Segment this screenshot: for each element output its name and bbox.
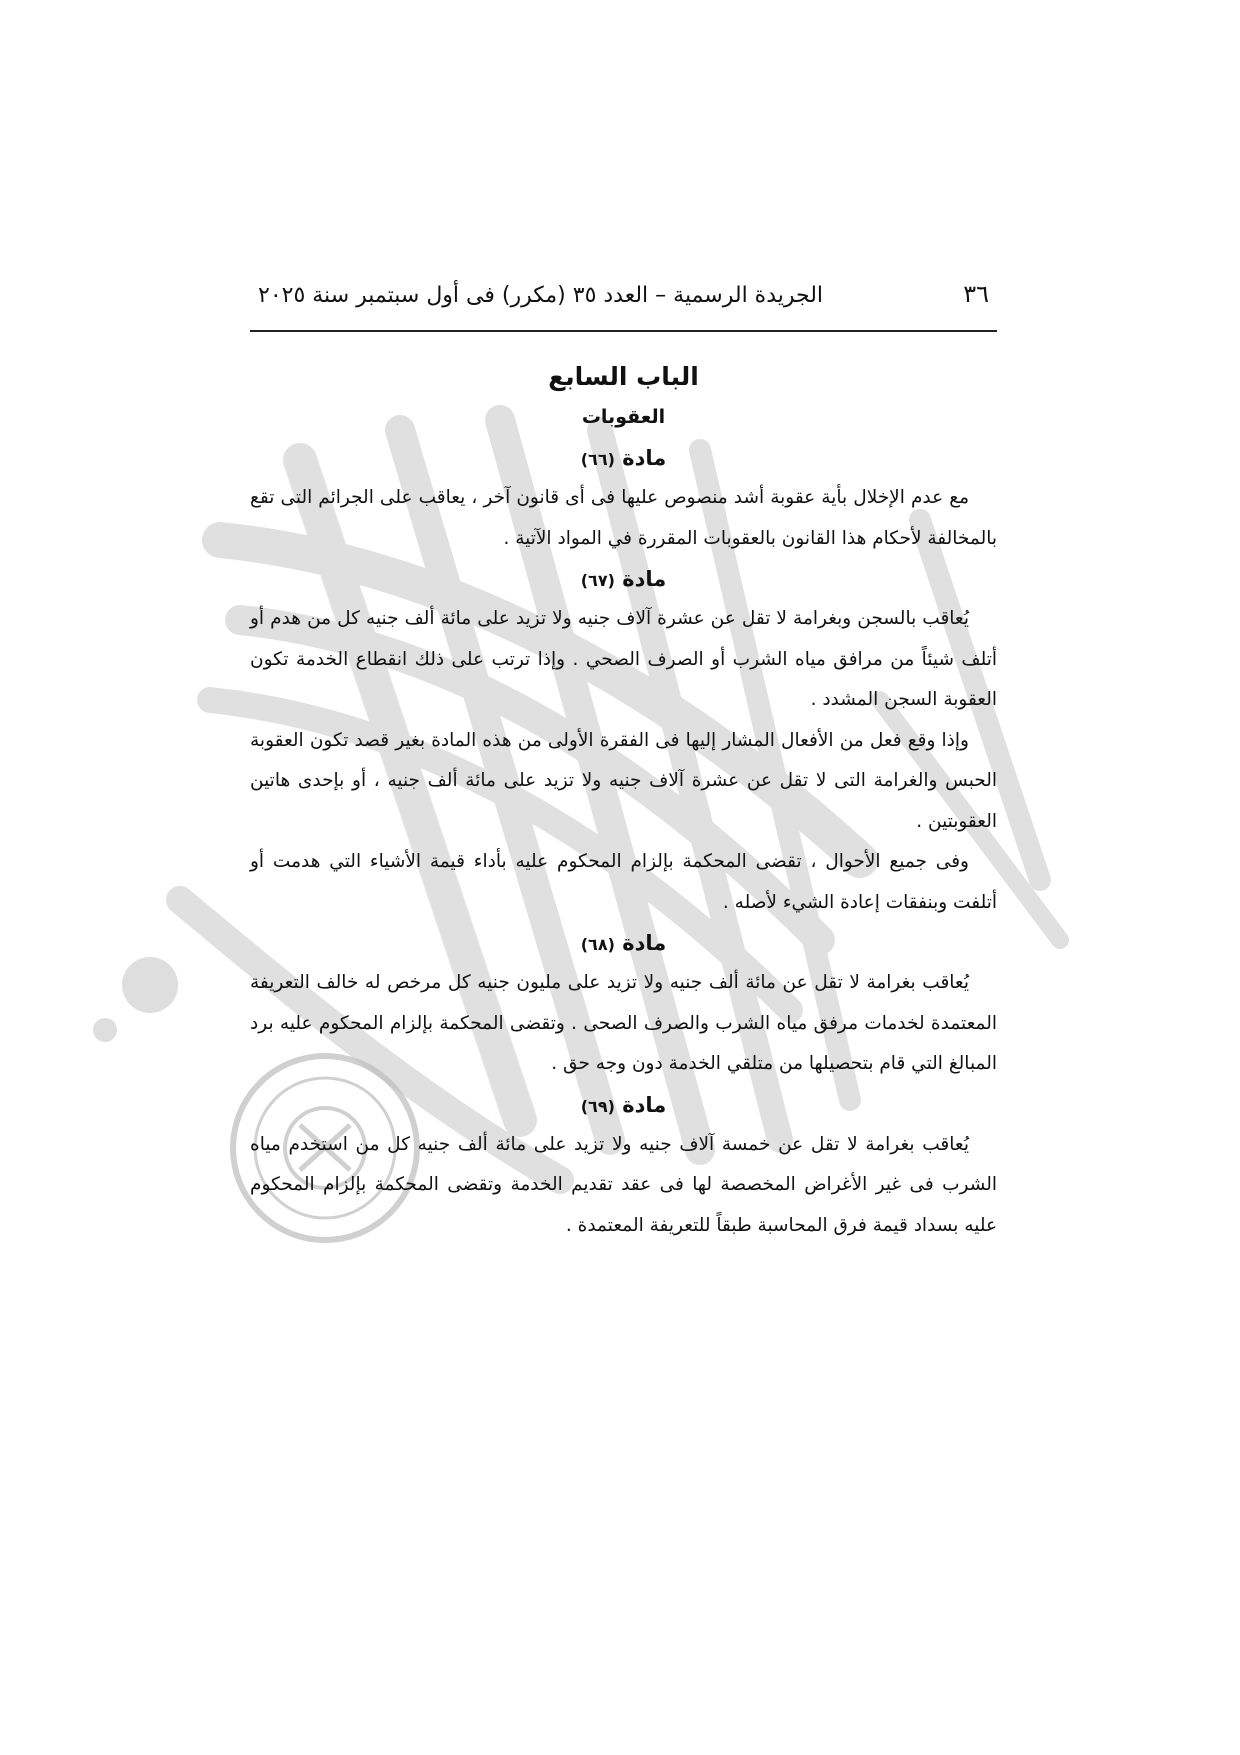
article-68 xyxy=(250,923,997,1085)
gazette-page xyxy=(250,280,997,1246)
section-title: العقوبات xyxy=(581,406,666,428)
article-heading xyxy=(250,559,997,599)
article-number: (٦٦) xyxy=(580,450,615,469)
article-label: مادة xyxy=(622,567,667,591)
article-label: مادة xyxy=(622,931,667,955)
article-number: (٦٨) xyxy=(580,935,615,954)
article-paragraph: وإذا وقع فعل من الأفعال المشار إليها فى الفقرة الأولى من هذه المادة بغير قصد تكون العقوبة الحبس والغرامة التى لا تقل عن عشرة آلاف جنيه ولا تزيد على مائة ألف جنيه ، أو بإحدى هاتين العقوبتين . xyxy=(250,729,997,832)
article-paragraph: وفى جميع الأحوال ، تقضى المحكمة بإلزام المحكوم عليه بأداء قيمة الأشياء التي هدمت أو أتلفت وبنفقات إعادة الشيء لأصله . xyxy=(250,851,997,913)
publication-title: الجريدة الرسمية – العدد ٣٥ (مكرر) فى أول سبتمبر سنة ٢٠٢٥ xyxy=(258,283,824,308)
article-heading xyxy=(250,438,997,478)
article-heading xyxy=(250,923,997,963)
article-paragraph: يُعاقب بالسجن وبغرامة لا تقل عن عشرة آلاف جنيه ولا تزيد على مائة ألف جنيه كل من هدم أو أتلف شيئاً من مرافق مياه الشرب أو الصرف الصحي . وإذا ترتب على ذلك انقطاع الخدمة تكون العقوبة السجن المشدد . xyxy=(250,608,997,710)
article-67 xyxy=(250,559,997,923)
article-label: مادة xyxy=(622,1092,667,1117)
article-paragraph: يُعاقب بغرامة لا تقل عن مائة ألف جنيه ولا تزيد على مليون جنيه كل مرخص له خالف التعريفة المعتمدة لخدمات مرفق مياه الشرب والصرف الصحى . وتقضى المحكمة بإلزام المحكوم عليه برد المبالغ التي قام بتحصيلها من متلقي الخدمة دون وجه حق . xyxy=(250,972,997,1074)
article-69 xyxy=(250,1085,997,1247)
article-label: مادة xyxy=(622,446,667,470)
article-number: (٦٩) xyxy=(580,1096,615,1116)
article-heading xyxy=(250,1085,997,1125)
article-66 xyxy=(250,438,997,559)
article-paragraph: مع عدم الإخلال بأية عقوبة أشد منصوص عليها فى أى قانون آخر ، يعاقب على الجرائم التى تقع بالمخالفة لأحكام هذا القانون بالعقوبات المقررة في المواد الآتية . xyxy=(250,487,997,549)
page-header xyxy=(250,280,997,332)
page-number: ٣٦ xyxy=(963,280,989,308)
chapter-title: الباب السابع xyxy=(548,362,699,391)
article-paragraph: يُعاقب بغرامة لا تقل عن خمسة آلاف جنيه ولا تزيد على مائة ألف جنيه كل من استخدم مياه الشرب فى غير الأغراض المخصصة لها فى عقد تقديم الخدمة وتقضى المحكمة بإلزام المحكوم عليه بسداد قيمة فرق المحاسبة طبقاً للتعريفة المعتمدة . xyxy=(250,1133,997,1236)
article-number: (٦٧) xyxy=(580,571,615,590)
